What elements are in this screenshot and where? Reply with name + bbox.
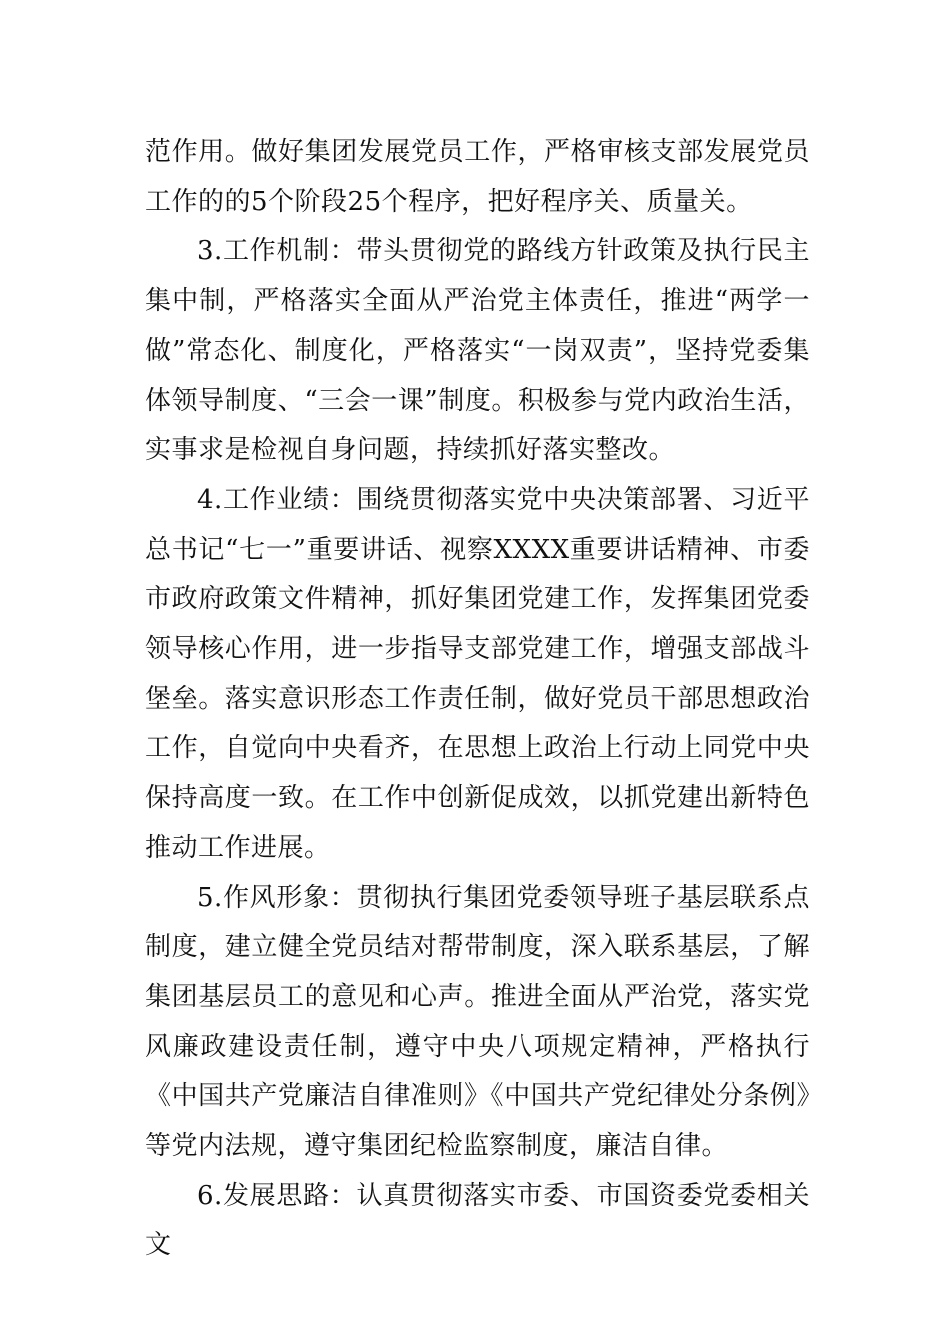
paragraph-work-mechanism: 3.工作机制：带头贯彻党的路线方针政策及执行民主集中制，严格落实全面从严治党主体责任，推进“两学一做”常态化、制度化，严格落实“一岗双责”，坚持党委集体领导制度、“三会一课”制度。积极参与党内政治生活，实事求是检视自身问题，持续抓好落实整改。: [145, 236, 810, 466]
paragraph-continuation: 范作用。做好集团发展党员工作，严格审核支部发展党员工作的的5个阶段25个程序，把好程序关、质量关。: [145, 137, 810, 217]
paragraph-work-style: 5.作风形象：贯彻执行集团党委领导班子基层联系点制度，建立健全党员结对帮带制度，深入联系基层，了解集团基层员工的意见和心声。推进全面从严治党，落实党风廉政建设责任制，遵守中央八项规定精神，严格执行《中国共产党廉洁自律准则》《中国共产党纪律处分条例》等党内法规，遵守集团纪检监察制度，廉洁自律。: [145, 882, 810, 1162]
paragraph-work-performance: 4.工作业绩：围绕贯彻落实党中央决策部署、习近平总书记“七一”重要讲话、视察XXXX重要讲话精神、市委市政府政策文件精神，抓好集团党建工作，发挥集团党委领导核心作用，进一步指导支部党建工作，增强支部战斗堡垒。落实意识形态工作责任制，做好党员干部思想政治工作，自觉向中央看齐，在思想上政治上行动上同党中央保持高度一致。在工作中创新促成效，以抓党建出新特色推动工作进展。: [145, 484, 810, 863]
document-body: [145, 128, 810, 1271]
paragraph-development-ideas: 6.发展思路：认真贯彻落实市委、市国资委党委相关文: [145, 1180, 810, 1261]
